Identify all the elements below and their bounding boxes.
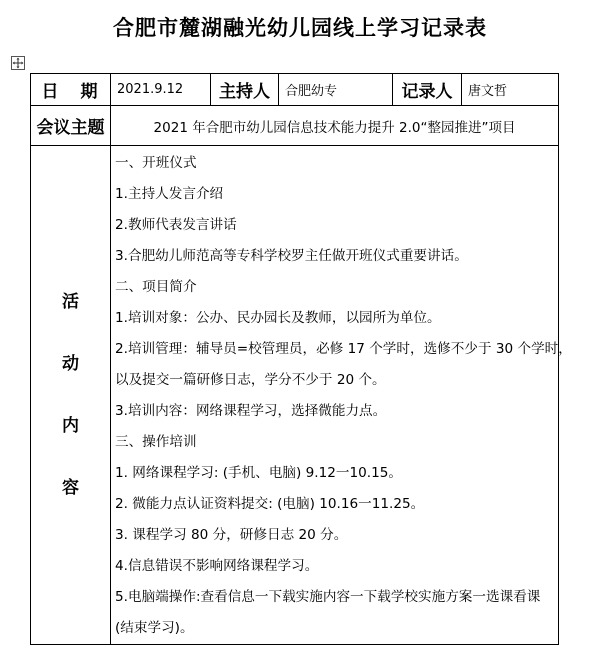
record-table bbox=[30, 73, 572, 645]
content-line: 4.信息错误不影响网络课程学习。 bbox=[115, 558, 319, 574]
activity-label-char: 动 bbox=[62, 354, 79, 374]
content-line: 3.合肥幼儿师范高等专科学校罗主任做开班仪式重要讲话。 bbox=[115, 248, 468, 264]
activity-label-char: 内 bbox=[62, 416, 79, 436]
activity-content[interactable] bbox=[111, 146, 572, 645]
content-line: 2.培训管理：辅导员=校管理员，必修 17 个学时，选修不少于 30 个学时， bbox=[115, 341, 572, 357]
content-line: 以及提交一篇研修日志，学分不少于 20 个。 bbox=[115, 372, 386, 388]
content-line: 3.培训内容：网络课程学习，选择微能力点。 bbox=[115, 403, 387, 419]
content-line: 一、开班仪式 bbox=[115, 155, 197, 171]
date-value[interactable]: 2021.9.12 bbox=[111, 74, 211, 106]
topic-value[interactable]: 2021 年合肥市幼儿园信息技术能力提升 2.0“整园推进”项目 bbox=[111, 106, 559, 146]
content-line: 三、操作培训 bbox=[115, 434, 197, 450]
activity-label-char: 活 bbox=[62, 292, 79, 312]
date-label: 日 期 bbox=[31, 74, 111, 106]
host-value[interactable]: 合肥幼专 bbox=[279, 74, 393, 106]
activity-row bbox=[31, 146, 559, 645]
content-line: (结束学习)。 bbox=[115, 620, 194, 636]
host-label: 主持人 bbox=[211, 74, 279, 106]
recorder-label: 记录人 bbox=[393, 74, 462, 106]
content-line: 1.主持人发言介绍 bbox=[115, 186, 224, 202]
content-line: 3. 课程学习 80 分，研修日志 20 分。 bbox=[115, 527, 348, 543]
topic-label: 会议主题 bbox=[31, 106, 111, 146]
table-move-handle-icon[interactable] bbox=[11, 56, 25, 70]
activity-label-char: 容 bbox=[62, 478, 79, 498]
topic-row bbox=[31, 106, 559, 146]
content-line: 2. 微能力点认证资料提交: (电脑) 10.16一11.25。 bbox=[115, 496, 425, 512]
activity-label bbox=[31, 146, 111, 645]
document-title: 合肥市麓湖融光幼儿园线上学习记录表 bbox=[113, 16, 487, 40]
content-line: 1.培训对象：公办、民办园长及教师，以园所为单位。 bbox=[115, 310, 441, 326]
info-row bbox=[31, 74, 559, 106]
recorder-value[interactable]: 唐文哲 bbox=[462, 74, 559, 106]
content-line: 1. 网络课程学习: (手机、电脑) 9.12一10.15。 bbox=[115, 465, 403, 481]
content-line: 2.教师代表发言讲话 bbox=[115, 217, 237, 233]
content-line: 5.电脑端操作:查看信息一下载实施内容一下载学校实施方案一选课看课 bbox=[115, 589, 541, 605]
content-line: 二、项目简介 bbox=[115, 279, 197, 295]
